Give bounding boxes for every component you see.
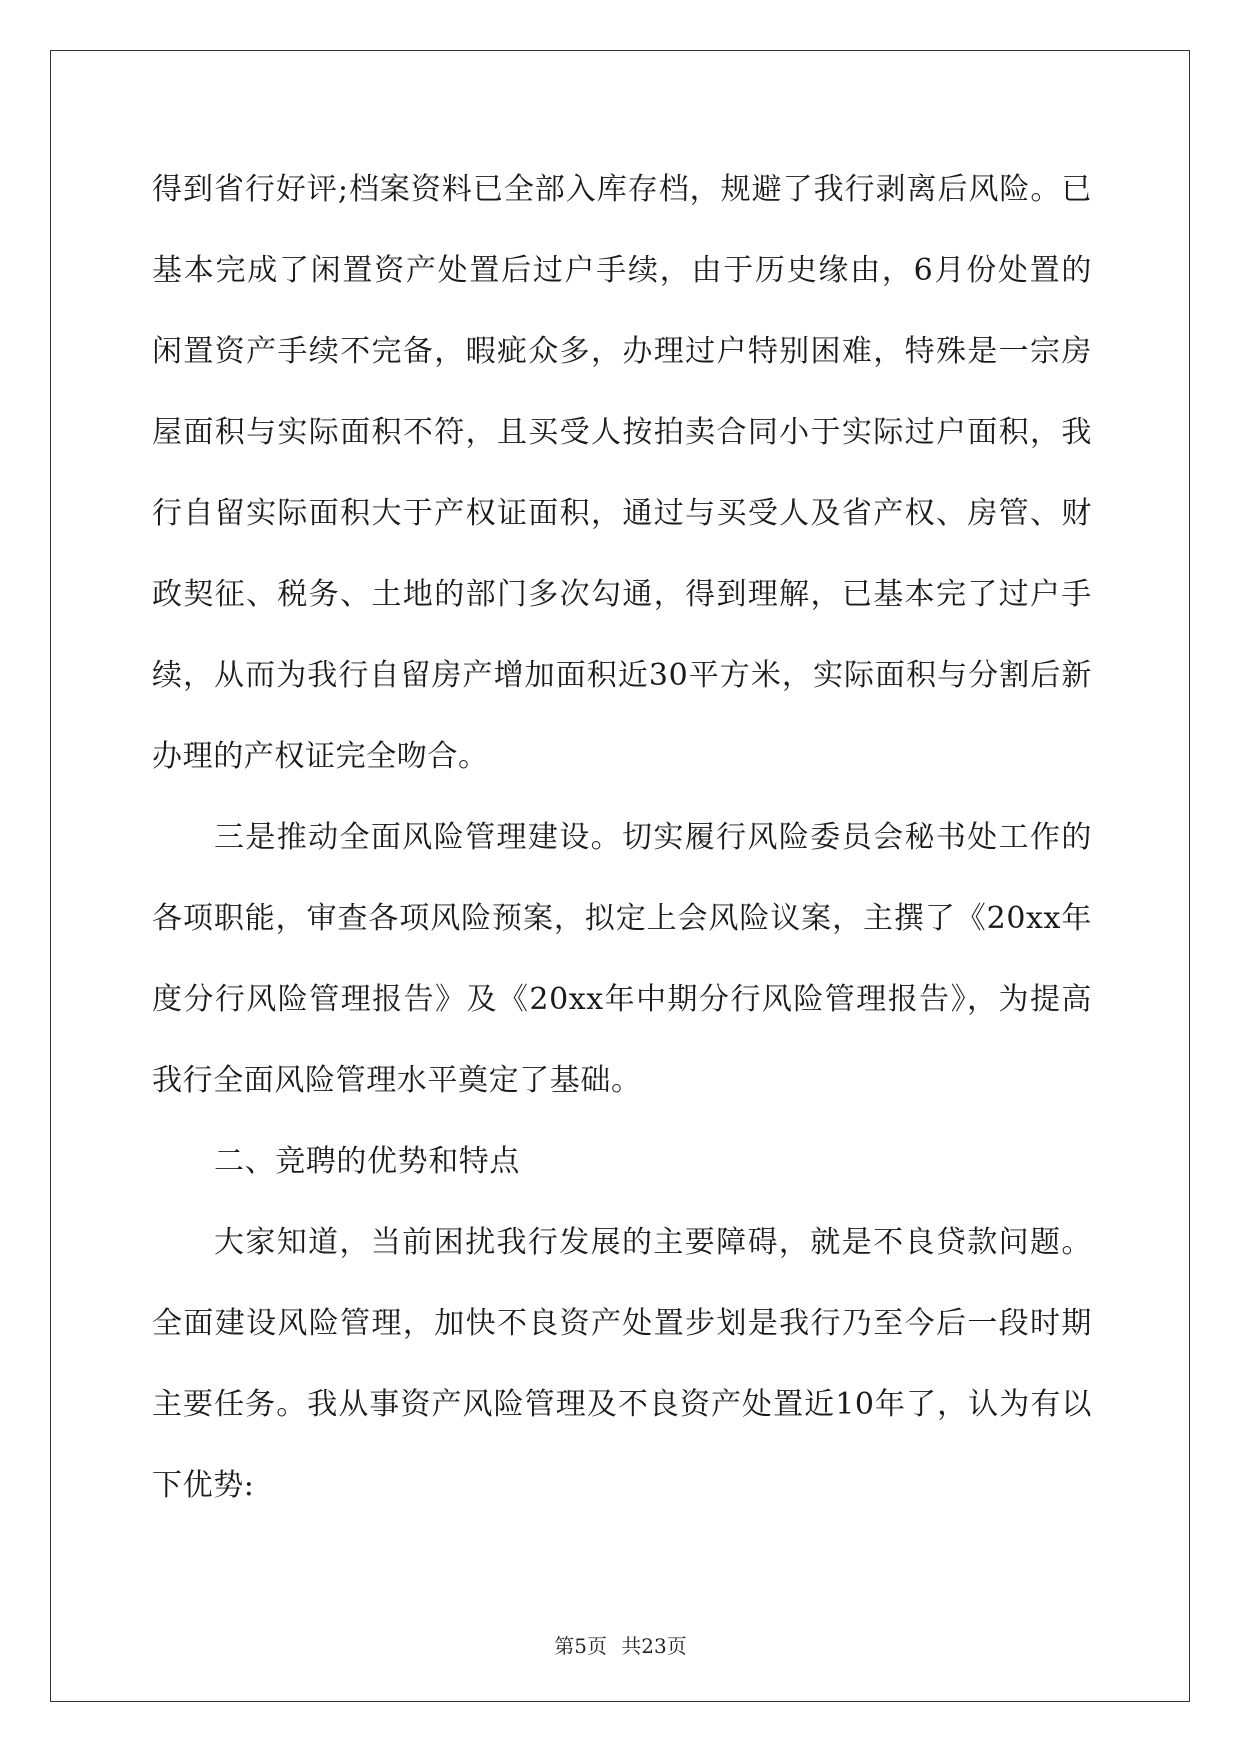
- document-body: [152, 160, 1092, 1537]
- text-line: 得到省行好评;档案资料已全部入库存档，规避了我行剥离后风险。已: [152, 172, 1092, 207]
- page-total: 共23页: [621, 1634, 687, 1658]
- text-line: 主要任务。我从事资产风险管理及不良资产处置近10年了，认为有以: [152, 1387, 1092, 1422]
- text-line: 大家知道，当前困扰我行发展的主要障碍，就是不良贷款问题。: [214, 1225, 1092, 1260]
- text-line: 度分行风险管理报告》及《20xx年中期分行风险管理报告》，为提高: [152, 982, 1092, 1017]
- text-line: 基本完成了闲置资产处置后过户手续，由于历史缘由，6月份处置的: [152, 253, 1092, 288]
- text-line: 闲置资产手续不完备，暇疵众多，办理过户特别困难，特殊是一宗房: [152, 334, 1092, 369]
- text-line: 政契征、税务、土地的部门多次勾通，得到理解，已基本完了过户手: [152, 577, 1092, 612]
- text-line: 三是推动全面风险管理建设。切实履行风险委员会秘书处工作的: [214, 820, 1092, 855]
- page-number: 第5页: [554, 1634, 607, 1658]
- text-line: 我行全面风险管理水平奠定了基础。: [152, 1063, 642, 1098]
- text-line: 续，从而为我行自留房产增加面积近30平方米，实际面积与分割后新: [152, 658, 1092, 693]
- text-line: 各项职能，审查各项风险预案，拟定上会风险议案，主撰了《20xx年: [152, 901, 1092, 936]
- text-line: 行自留实际面积大于产权证面积，通过与买受人及省产权、房管、财: [152, 496, 1092, 531]
- text-line: 屋面积与实际面积不符，且买受人按拍卖合同小于实际过户面积，我: [152, 415, 1092, 450]
- text-line: 下优势:: [152, 1468, 255, 1503]
- text-line: 全面建设风险管理，加快不良资产处置步划是我行乃至今后一段时期: [152, 1306, 1092, 1341]
- text-line: 办理的产权证完全吻合。: [152, 739, 489, 774]
- section-heading: 二、竞聘的优势和特点: [214, 1144, 520, 1179]
- page-footer: [0, 1630, 1241, 1659]
